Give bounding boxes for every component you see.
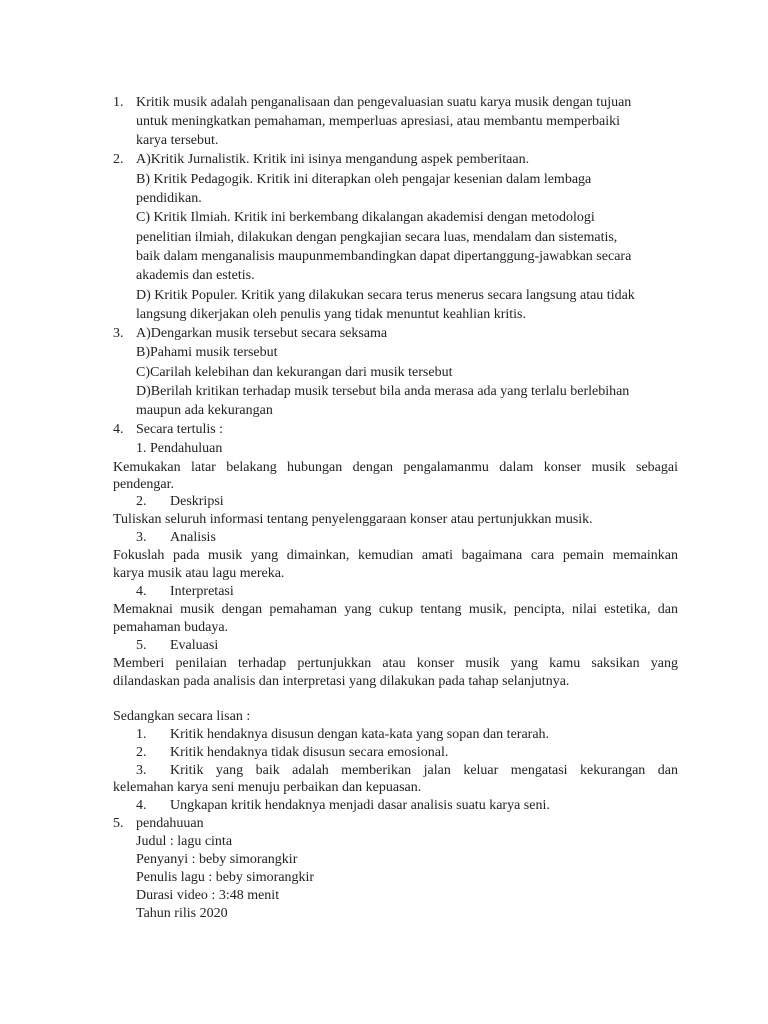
paragraph-line: D) Kritik Populer. Kritik yang dilakukan secara terus menerus secara langsung atau tidak bbox=[136, 288, 635, 303]
list-number: 1. bbox=[113, 95, 124, 110]
paragraph-line: C)Carilah kelebihan dan kekurangan dari musik tersebut bbox=[136, 365, 453, 380]
paragraph-line-justified: Memaknai musik dengan pemahaman yang cukup tentang musik, pencipta, nilai estetika, dan bbox=[113, 602, 678, 617]
list-number: 4. bbox=[136, 798, 147, 813]
paragraph-line: dilandaskan pada analisis dan interpretasi yang dilakukan pada tahap selanjutnya. bbox=[113, 674, 570, 689]
subsection-number: 3. bbox=[136, 530, 147, 545]
subsection-number: 4. bbox=[136, 584, 147, 599]
list-number: 3. bbox=[136, 763, 147, 778]
paragraph-line: karya tersebut. bbox=[136, 133, 219, 148]
paragraph-line-justified: Fokuslah pada musik yang dimainkan, kemudian amati bagaimana cara pemain memainkan bbox=[113, 548, 678, 563]
subsection-label: Deskripsi bbox=[170, 494, 224, 509]
paragraph-line: untuk meningkatkan pemahaman, memperluas apresiasi, atau membantu memperbaiki bbox=[136, 114, 621, 129]
paragraph-line: A)Kritik Jurnalistik. Kritik ini isinya mengandung aspek pemberitaan. bbox=[136, 152, 530, 167]
paragraph-line: Penyanyi : beby simorangkir bbox=[136, 852, 298, 867]
subsection-label: Interpretasi bbox=[170, 584, 234, 599]
paragraph-line: penelitian ilmiah, dilakukan dengan pengkajian secara luas, mendalam dan sistematis, bbox=[136, 230, 618, 245]
paragraph-line: maupun ada kekurangan bbox=[136, 403, 273, 418]
paragraph-line: Durasi video : 3:48 menit bbox=[136, 888, 280, 903]
paragraph-line: Penulis lagu : beby simorangkir bbox=[136, 870, 315, 885]
list-number: 1. bbox=[136, 727, 147, 742]
list-item: Ungkapan kritik hendaknya menjadi dasar analisis suatu karya seni. bbox=[170, 798, 550, 813]
paragraph-line: pemahaman budaya. bbox=[113, 620, 229, 635]
list-number: 3. bbox=[113, 326, 124, 341]
paragraph-line: C) Kritik Ilmiah. Kritik ini berkembang dikalangan akademisi dengan metodologi bbox=[136, 210, 595, 225]
section-heading: Sedangkan secara lisan : bbox=[113, 709, 251, 724]
paragraph-line: akademis dan estetis. bbox=[136, 268, 255, 283]
subsection-label: Evaluasi bbox=[170, 638, 219, 653]
paragraph-line-justified: Memberi penilaian terhadap pertunjukkan atau konser musik yang kamu saksikan yang bbox=[113, 656, 678, 671]
paragraph-line: A)Dengarkan musik tersebut secara seksama bbox=[136, 326, 388, 341]
paragraph-line: pendengar. bbox=[113, 477, 175, 492]
subsection-number: 5. bbox=[136, 638, 147, 653]
paragraph-line: Kritik musik adalah penganalisaan dan pengevaluasian suatu karya musik dengan tujuan bbox=[136, 95, 632, 110]
paragraph-line: Tuliskan seluruh informasi tentang penyelenggaraan konser atau pertunjukkan musik. bbox=[113, 512, 593, 527]
section-heading: Secara tertulis : bbox=[136, 422, 224, 437]
paragraph-line: pendahuuan bbox=[136, 816, 204, 831]
list-item: kelemahan karya seni menuju perbaikan dan kepuasan. bbox=[113, 780, 422, 795]
list-number: 2. bbox=[113, 152, 124, 167]
paragraph-line: D)Berilah kritikan terhadap musik tersebut bila anda merasa ada yang terlalu berlebihan bbox=[136, 384, 630, 399]
list-number: 5. bbox=[113, 816, 124, 831]
paragraph-line: Tahun rilis 2020 bbox=[136, 906, 228, 921]
paragraph-line: pendidikan. bbox=[136, 191, 202, 206]
list-number: 2. bbox=[136, 745, 147, 760]
list-item-justified: Kritik yang baik adalah memberikan jalan keluar mengatasi kekurangan dan bbox=[170, 763, 678, 778]
paragraph-line: karya musik atau lagu mereka. bbox=[113, 566, 285, 581]
subsection-label: 1. Pendahuluan bbox=[136, 441, 223, 456]
list-item: Kritik hendaknya tidak disusun secara emosional. bbox=[170, 745, 449, 760]
subsection-label: Analisis bbox=[170, 530, 216, 545]
paragraph-line: langsung dikerjakan oleh penulis yang tidak menuntut keahlian kritis. bbox=[136, 307, 526, 322]
list-number: 4. bbox=[113, 422, 124, 437]
paragraph-line: baik dalam menganalisis maupunmembandingkan dapat dipertanggung-jawabkan secara bbox=[136, 249, 632, 264]
paragraph-line: Judul : lagu cinta bbox=[136, 834, 233, 849]
paragraph-line: B)Pahami musik tersebut bbox=[136, 345, 278, 360]
subsection-number: 2. bbox=[136, 494, 147, 509]
list-item: Kritik hendaknya disusun dengan kata-kata yang sopan dan terarah. bbox=[170, 727, 550, 742]
paragraph-line-justified: Kemukakan latar belakang hubungan dengan pengalamanmu dalam konser musik sebagai bbox=[113, 460, 678, 475]
paragraph-line: B) Kritik Pedagogik. Kritik ini diterapkan oleh pengajar kesenian dalam lembaga bbox=[136, 172, 592, 187]
